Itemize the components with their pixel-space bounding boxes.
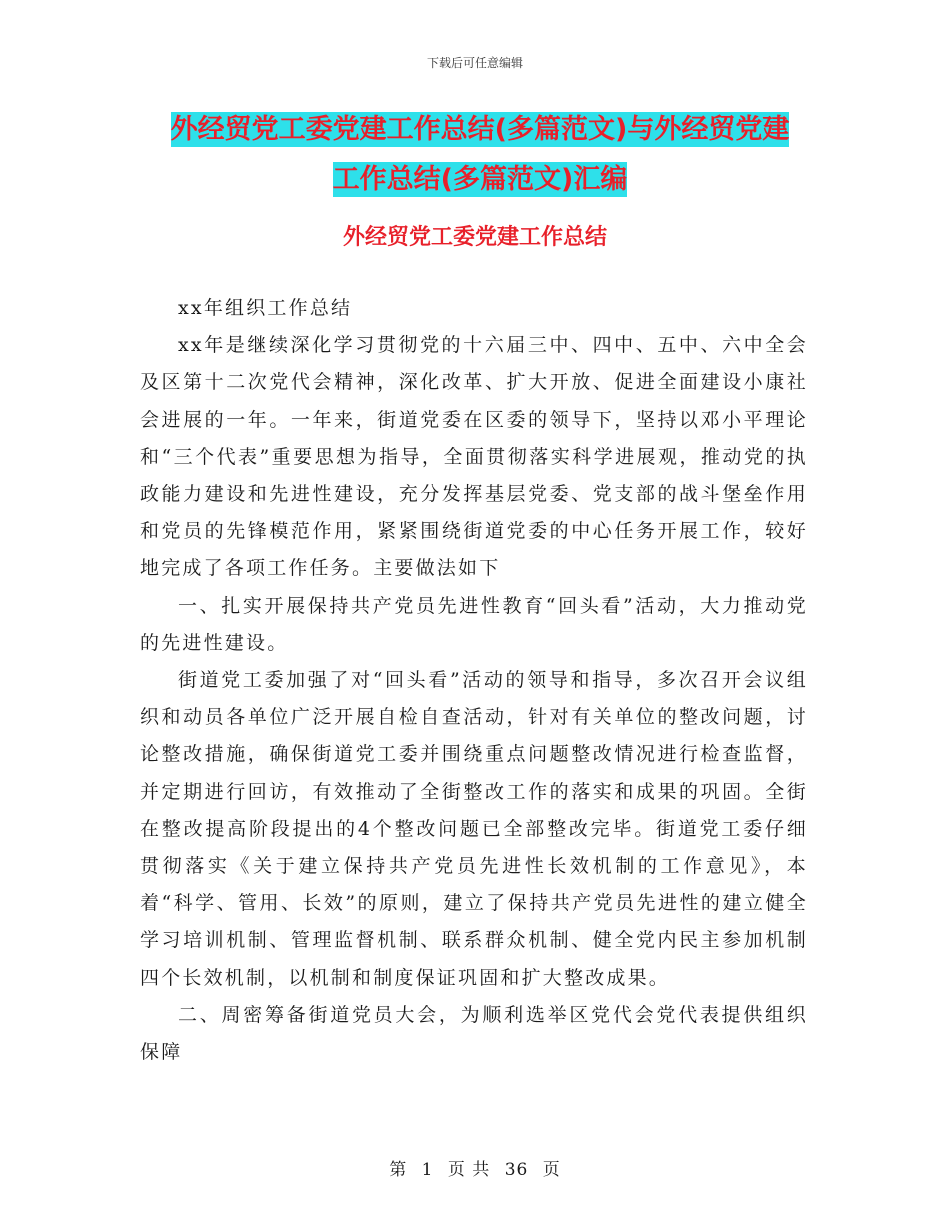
main-title-line1: 外经贸党工委党建工作总结(多篇范文)与外经贸党建: [170, 114, 790, 145]
footer-suffix: 页: [542, 1160, 561, 1180]
paragraph: 二、周密筹备街道党员大会，为顺利选举区党代会党代表提供组织保障: [140, 1003, 808, 1064]
body-text: [140, 290, 808, 1071]
footer-page-number: 1: [421, 1160, 434, 1180]
header-note: 下载后可任意编辑: [426, 56, 523, 70]
footer-prefix: 第: [389, 1160, 408, 1180]
paragraph: xx年是继续深化学习贯彻党的十六届三中、四中、五中、六中全会及区第十二次党代会精神，深化改革、扩大开放、促进全面建设小康社会进展的一年。一年来，街道党委在区委的领导下，坚持以邓小平理论和“三个代表”重要思想为指导，全面贯彻落实科学进展观，推动党的执政能力建设和先进性建设，充分发挥基层党委、党支部的战斗堡垒作用和党员的先锋模范作用，紧紧围绕街道党委的中心任务开展工作，较好地完成了各项工作任务。主要做法如下: [140, 334, 808, 580]
paragraph: 一、扎实开展保持共产党员先进性教育“回头看”活动，大力推动党的先进性建设。: [140, 594, 808, 654]
footer-total-pages: 36: [504, 1160, 529, 1180]
main-title: [140, 105, 820, 205]
paragraph: xx年组织工作总结: [178, 297, 353, 319]
section-title: 外经贸党工委党建工作总结: [342, 225, 607, 250]
paragraph: 街道党工委加强了对“回头看”活动的领导和指导，多次召开会议组织和动员各单位广泛开展自检自查活动，针对有关单位的整改问题，讨论整改措施，确保街道党工委并围绕重点问题整改情况进行检查监督，并定期进行回访，有效推动了全街整改工作的落实和成果的巩固。全街在整改提高阶段提出的4个整改问题已全部整改完毕。街道党工委仔细贯彻落实《关于建立保持共产党员先进性长效机制的工作意见》，本着“科学、管用、长效”的原则，建立了保持共产党员先进性的建立健全学习培训机制、管理监督机制、联系群众机制、健全党内民主参加机制四个长效机制，以机制和制度保证巩固和扩大整改成果。: [140, 669, 808, 989]
page-footer: [0, 1155, 950, 1180]
footer-middle: 页 共: [447, 1160, 491, 1180]
main-title-line2: 工作总结(多篇范文)汇编: [332, 164, 628, 195]
